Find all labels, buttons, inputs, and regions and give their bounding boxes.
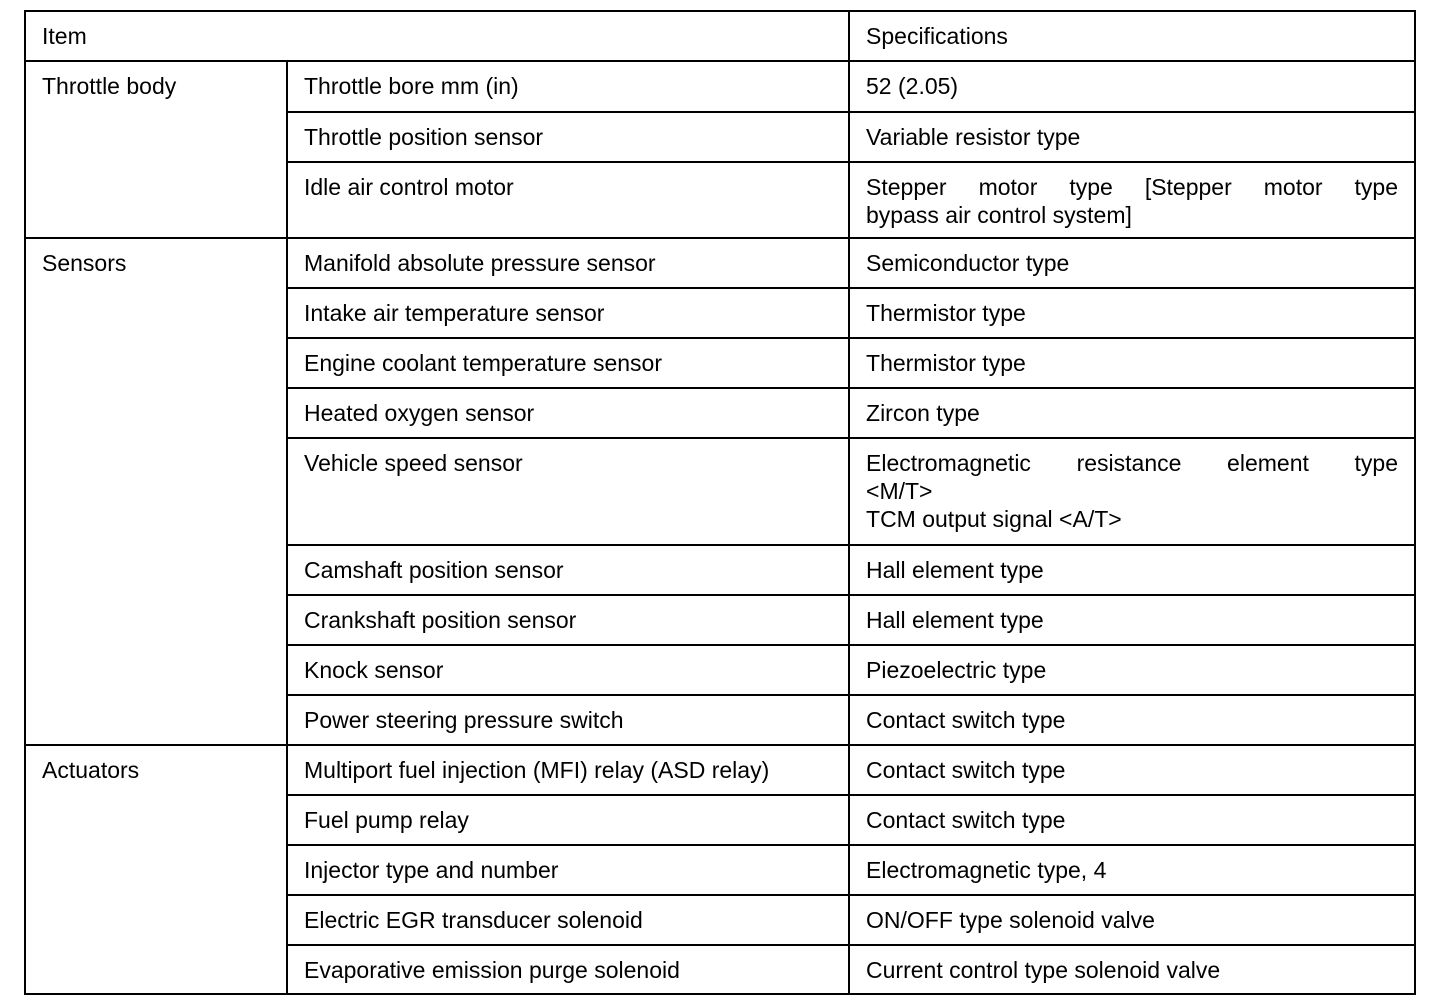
group-throttle-body: Throttle body [25,61,287,238]
item-cell: Electric EGR transducer solenoid [287,895,849,945]
spec-cell: ON/OFF type solenoid valve [849,895,1415,945]
item-cell: Crankshaft position sensor [287,595,849,645]
header-row [25,11,1415,61]
header-specifications: Specifications [849,11,1415,61]
item-cell: Fuel pump relay [287,795,849,845]
spec-cell: 52 (2.05) [849,61,1415,112]
table-row [25,745,1415,795]
spec-cell: Thermistor type [849,338,1415,388]
item-cell: Manifold absolute pressure sensor [287,238,849,288]
table-row [25,61,1415,112]
spec-line: Electromagnetic resistance element type [866,450,1399,476]
item-cell: Heated oxygen sensor [287,388,849,438]
item-cell: Engine coolant temperature sensor [287,338,849,388]
item-cell: Vehicle speed sensor [287,438,849,545]
spec-cell: Variable resistor type [849,112,1415,162]
table-row [25,238,1415,288]
spec-cell: Contact switch type [849,695,1415,745]
spec-cell: Semiconductor type [849,238,1415,288]
spec-cell: Thermistor type [849,288,1415,338]
item-cell: Throttle bore mm (in) [287,61,849,112]
item-cell: Intake air temperature sensor [287,288,849,338]
item-cell: Evaporative emission purge solenoid [287,945,849,994]
spec-cell: Electromagnetic type, 4 [849,845,1415,895]
spec-line: TCM output signal <A/T> [866,506,1122,532]
header-item: Item [25,11,849,61]
spec-line: <M/T> [866,478,933,504]
item-cell: Knock sensor [287,645,849,695]
spec-cell: Hall element type [849,595,1415,645]
item-cell: Injector type and number [287,845,849,895]
spec-cell: Contact switch type [849,745,1415,795]
item-cell: Multiport fuel injection (MFI) relay (ASD relay) [287,745,849,795]
item-cell: Idle air control motor [287,162,849,238]
spec-cell: Piezoelectric type [849,645,1415,695]
spec-line: Stepper motor type [Stepper motor type [866,174,1399,200]
spec-cell: Current control type solenoid valve [849,945,1415,994]
spec-cell: Hall element type [849,545,1415,595]
item-cell: Throttle position sensor [287,112,849,162]
group-actuators: Actuators [25,745,287,994]
spec-cell [849,438,1415,545]
spec-cell: Contact switch type [849,795,1415,845]
item-cell: Power steering pressure switch [287,695,849,745]
specifications-table [24,10,1416,995]
group-sensors: Sensors [25,238,287,745]
spec-cell: Zircon type [849,388,1415,438]
spec-cell [849,162,1415,238]
spec-line: bypass air control system] [866,202,1132,228]
item-cell: Camshaft position sensor [287,545,849,595]
